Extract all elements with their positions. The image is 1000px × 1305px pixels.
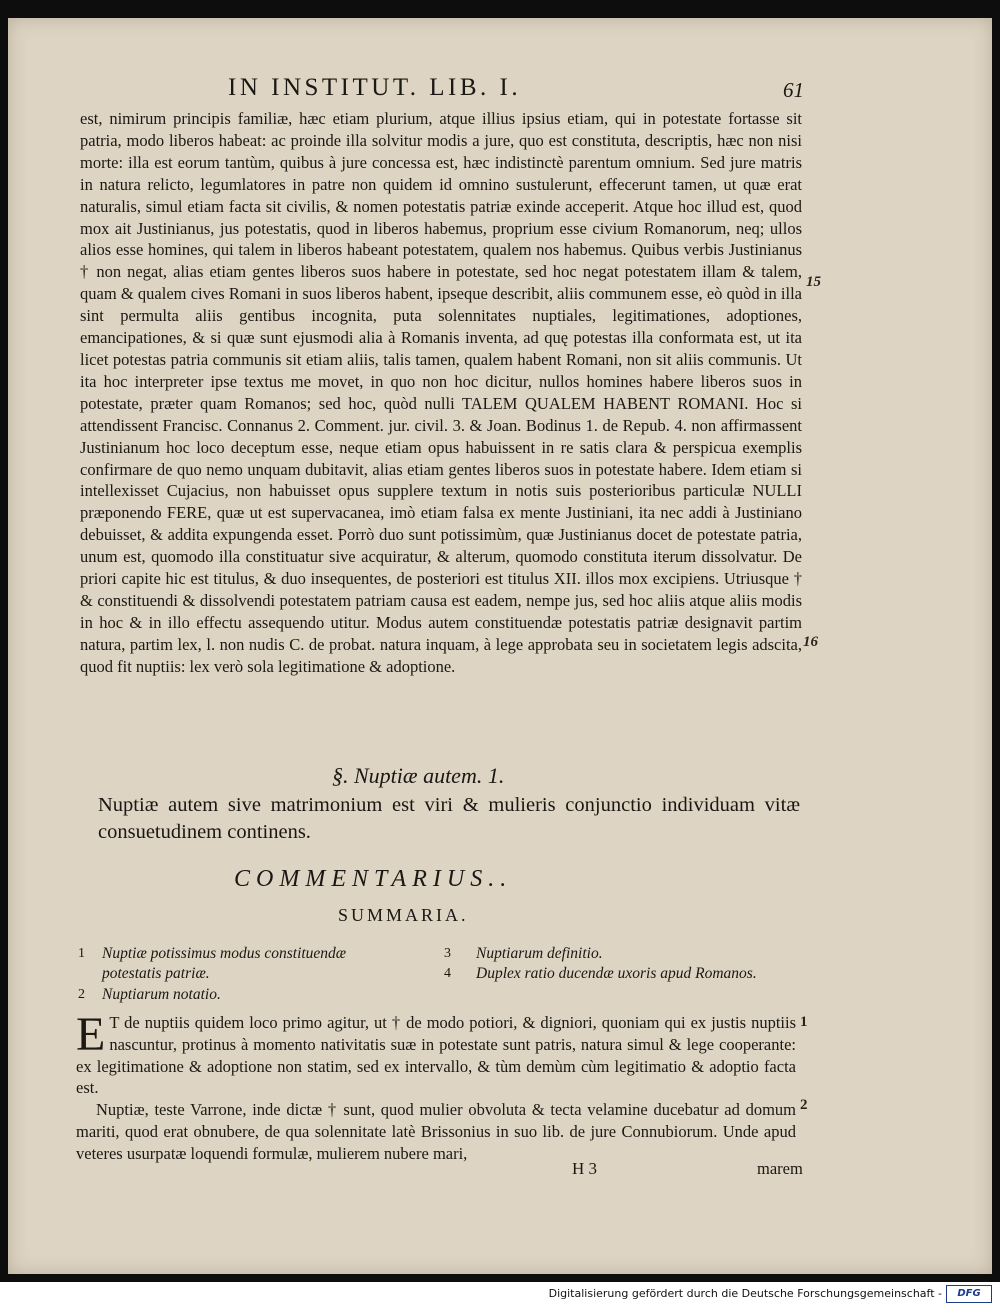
commentary-paragraph: T de nuptiis quidem loco primo agitur, ut † de modo potiori, & digniori, quoniam qui ex justis nuptiis nascuntur, protinus à momento nativitatis suæ in potestate sunt patris, natura simul & lege cooperante: ex legitimatione & adoptione non statim, sed ex intervallo, & tùm demùm cùm legitimatio & adoptio facta est. <box>76 1013 796 1098</box>
section-heading: §. Nuptiæ autem. 1. <box>332 763 505 788</box>
summary-item: Nuptiarum notatio. <box>102 986 221 1003</box>
main-paragraph: est, nimirum principis familiæ, hæc etiam plurium, atque illius ipsius etiam, qui in potestate fortasse sit patria, modo liberos habeat: ac proinde illa solvitur modis a jure, quo est constituta, descriptis, hæc non nisi morte: illa est eorum tantùm, quibus à jure concessa est, hæc indistinctè parentum omnium. Sed jure matris in natura relicto, legumlatores in patre non quidem id omnino sustulerunt, effecerunt tamen, ut quæ erat naturalis, simul etiam facta sit civilis, & nomen potestatis patriæ exinde acceperit. Atque hoc illud est, quod mox ait Justinianus, jus potestatis, quod in liberos habemus, proprium esse civium Romanorum, neq; ullos alios esse homines, qui talem in liberos habeant potestatem, qualem nos habemus. Quibus verbis Justinianus † non negat, alias etiam gentes liberos suos habere in potestate, sed hoc negat potestatem illam & talem, quam & qualem cives Romani in suos liberos habent, ipseque describit, aliis communem esse, eò quòd in illa sint permulta aliis gentibus incognita, puta solennitates nuptiales, legitimationes, adoptiones, emancipationes, & si quæ sunt ejusmodi alia à Romanis inventa, ad quę potestas illa conformata est, ut ita licet potestas patria communis sit etiam aliis, talis tamen, qualem habent Romani, non sit aliis communis. Ut ita hoc interpreter ipse textus me movet, in quo non hoc dicitur, nullos homines habere liberos suos in potestate, præter quam Romanos; sed hoc, quòd nulli TALEM QUALEM HABENT ROMANI. Hoc si attendissent Francisc. Connanus 2. Comment. jur. civil. 3. & Joan. Bodinus 1. de Repub. 4. non affirmassent Justinianum hoc loco deceptum esse, neque etiam opus habuissent in re satis clara & perspicua exemplis confirmare de quo nemo unquam dubitavit, alias etiam gentes liberos suos in potestate habere. Idem etiam si intellexisset Cujacius, non habuisset opus supplere textum in notis suis posterioribus particulæ NULLI præponendo FERE, quæ ut est supervacanea, imò etiam falsa ex mente Justiniani, ita nec addi à Justiniano debuisset, & addita expungenda esset. Porrò duo sunt potissimùm, quæ Justinianus docet de potestate patria, unum est, quomodo illa constituatur sive acquiratur, & alterum, quomodo constituta iterum dissolvatur. De priori capite hic est titulus, & duo insequentes, de posteriori est titulus XII. illos mox excipiens. Utriusque † & constituendi & dissolvendi potestatem patriam causa est eadem, nempe jus, sed hoc aliis atque aliis modis in hoc & in illo effectu assequendo utitur. Modus autem constituendæ potestatis patriæ designavit partim natura, partim lex, l. non nudis C. de probat. natura inquam, à lege approbata seu in societatem legis adscita, quod fit nuptiis: lex verò sola legitimatione & adoptione. <box>80 109 802 676</box>
summary-item: Nuptiarum definitio. <box>476 945 603 962</box>
summary-item: Duplex ratio ducendæ uxoris apud Romanos. <box>476 965 757 982</box>
signature-mark: H 3 <box>572 1159 598 1178</box>
summary-item: Nuptiæ potissimus modus constituendæ potestatis patriæ. <box>102 945 347 982</box>
law-text-block <box>98 792 800 846</box>
law-text: Nuptiæ autem sive matrimonium est viri & mulieris conjunctio individuam vitæ consuetudinem continens. <box>98 794 800 843</box>
commentary-paragraph: Nuptiæ, teste Varrone, inde dictæ † sunt, quod mulier obvoluta & tecta velamine ducebatur ad domum mariti, quod erat obnubere, de qua solennitate latè Brissonius in suo lib. de jure Connubiorum. Unde apud veteres usurpatæ loquendi formulæ, mulierem nubere mari, <box>76 1100 796 1163</box>
page-number: 61 <box>783 78 804 102</box>
drop-capital: E <box>76 1008 106 1061</box>
main-text-block <box>80 108 802 678</box>
commentary-title: COMMENTARIUS.. <box>234 866 513 892</box>
marginal-note: 2 <box>800 1097 808 1113</box>
running-header: IN INSTITUT. LIB. I. <box>228 74 522 101</box>
summary-number: 4 <box>444 966 451 981</box>
marginal-note: 15 <box>806 274 821 290</box>
dfg-logo: DFG <box>946 1285 992 1303</box>
marginal-note: 1 <box>800 1014 808 1030</box>
marginal-note: 16 <box>803 634 818 650</box>
summary-number: 2 <box>78 987 85 1002</box>
digitization-credit: Digitalisierung gefördert durch die Deutsche Forschungsgemeinschaft - <box>548 1287 942 1300</box>
summary-number: 1 <box>78 946 85 961</box>
commentary-text-block <box>76 1008 796 1165</box>
summary-title: SUMMARIA. <box>338 905 469 925</box>
summary-number: 3 <box>444 946 451 961</box>
catchword: marem <box>757 1159 803 1178</box>
